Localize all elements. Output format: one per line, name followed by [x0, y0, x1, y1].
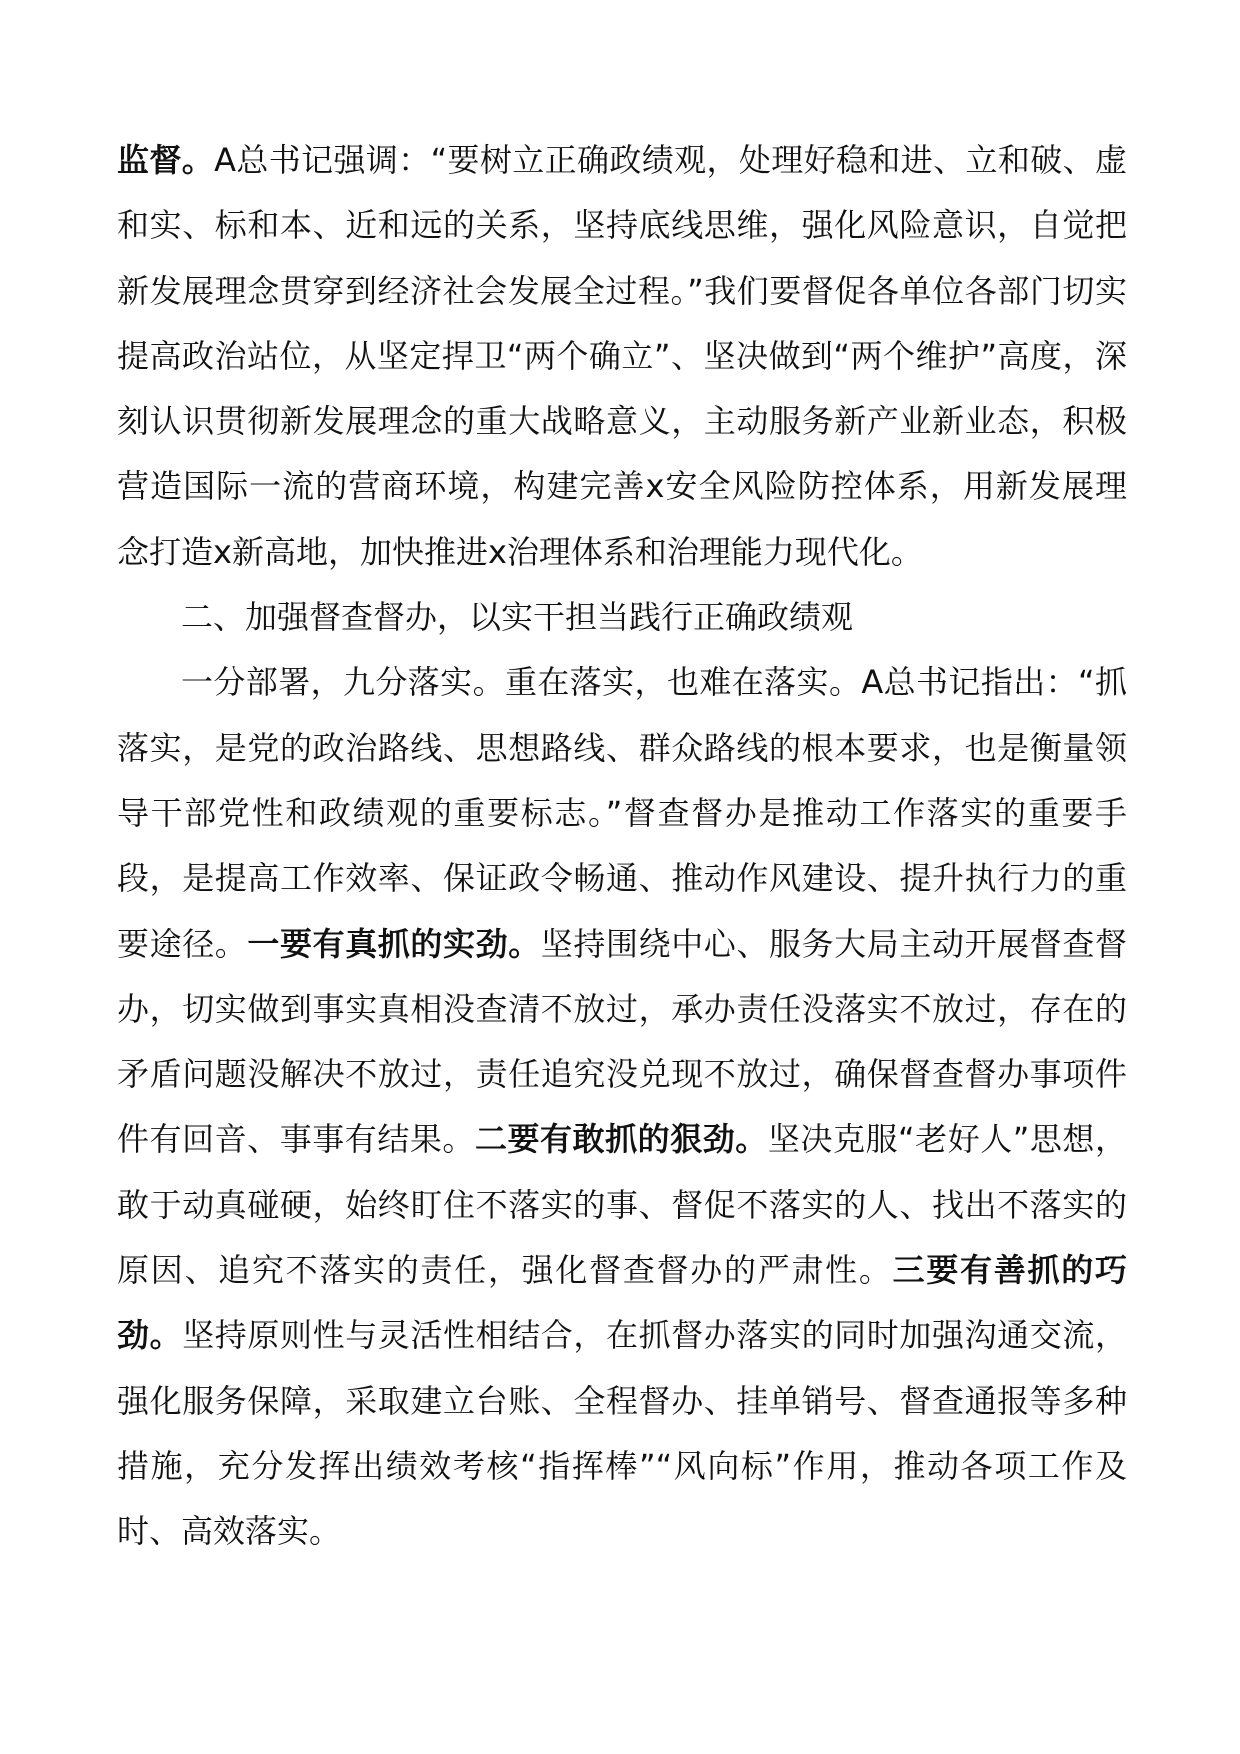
bold-point-2: 二要有敢抓的狠劲。 [474, 1120, 768, 1159]
bold-point-3: 三要有善抓的巧劲。 [117, 1251, 1127, 1355]
point-1-text: 坚持围绕中心、服务大局主动开展督查督办，切实做到事实真相没查清不放过，承办责任没落实不放过，存在的矛盾问题没解决不放过，责任追究没兑现不放过，确保督查督办事项件件有回音、事事有结果。 [117, 924, 1127, 1159]
paragraph-implementation [117, 650, 1127, 1564]
point-2-text: 坚决克服“老好人”思想，敢于动真碰硬，始终盯住不落实的事、督促不落实的人、找出不落实的原因、追究不落实的责任，强化督查督办的严肃性。 [117, 1120, 1127, 1290]
bold-point-1: 一要有真抓的实劲。 [247, 924, 541, 963]
paragraph-supervision-text: A总书记强调：“要树立正确政绩观，处理好稳和进、立和破、虚和实、标和本、近和远的关系，坚持底线思维，强化风险意识，自觉把新发展理念贯穿到经济社会发展全过程。”我们要督促各单位各部门切实提高政治站位，从坚定捍卫“两个确立”、坚决做到“两个维护”高度，深刻认识贯彻新发展理念的重大战略意义，主动服务新产业新业态，积极营造国际一流的营商环境，构建完善x安全风险防控体系，用新发展理念打造x新高地，加快推进x治理体系和治理能力现代化。 [117, 141, 1127, 571]
paragraph-implementation-intro: 一分部署，九分落实。重在落实，也难在落实。A总书记指出：“抓落实，是党的政治路线、思想路线、群众路线的根本要求，也是衡量领导干部党性和政绩观的重要标志。”督查督办是推动工作落实的重要手段，是提高工作效率、保证政令畅通、推动作风建设、提升执行力的重要途径。 [117, 663, 1127, 963]
point-3-text: 坚持原则性与灵活性相结合，在抓督办落实的同时加强沟通交流，强化服务保障，采取建立台账、全程督办、挂单销号、督查通报等多种措施，充分发挥出绩效考核“指挥棒”“风向标”作用，推动各项工作及时、高效落实。 [117, 1316, 1127, 1551]
document-body [117, 128, 1127, 1565]
section-heading-2: 二、加强督查督办，以实干担当践行正确政绩观 [181, 598, 854, 637]
bold-lead-supervision: 监督。 [117, 141, 215, 179]
paragraph-supervision [117, 128, 1127, 585]
